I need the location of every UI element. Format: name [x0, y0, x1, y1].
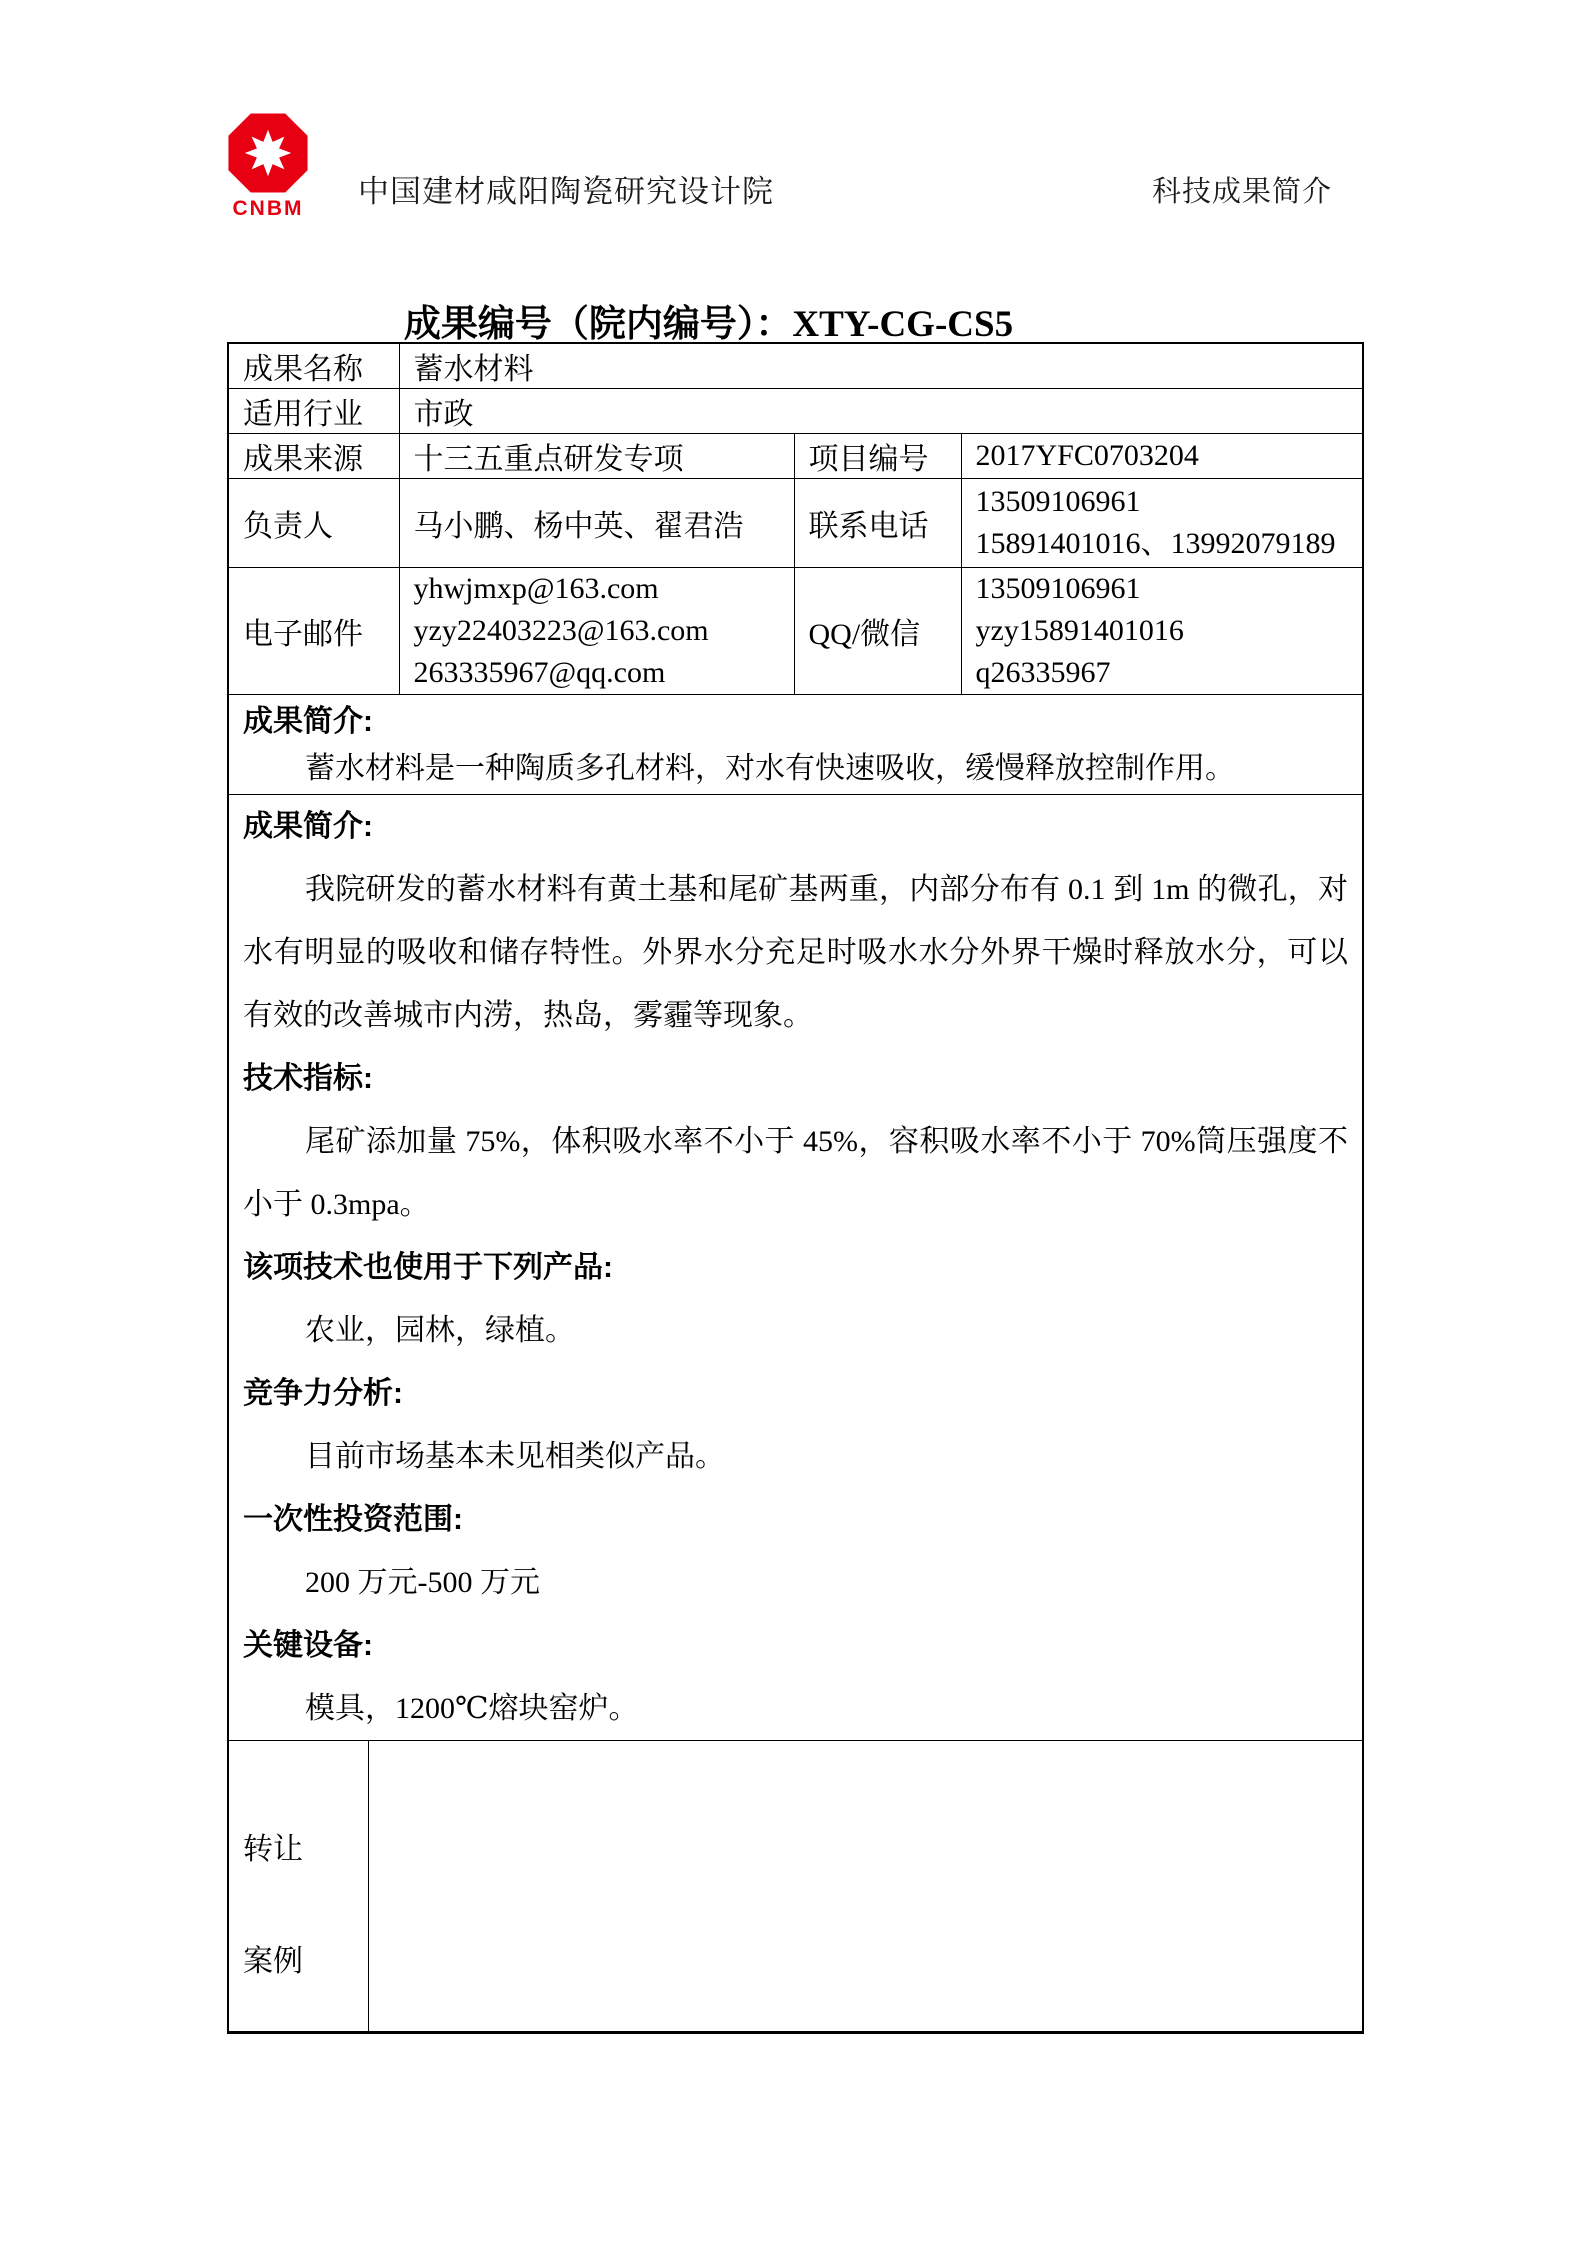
section-body-key-equipment: 模具，1200℃熔块窑炉。: [305, 1692, 639, 1725]
qq-line: q26335967: [975, 656, 1111, 689]
section-body-intro: 蓄水材料是一种陶质多孔材料，对水有快速吸收，缓慢释放控制作用。: [305, 751, 1235, 785]
label-email: 电子邮件: [228, 568, 399, 695]
table-row-email: [228, 568, 1363, 695]
section-body-tech-specs: 尾矿添加量 75%，体积吸水率不小于 45%，容积吸水率不小于 70%筒压强度不小于 0.3mpa。: [243, 1125, 1349, 1221]
details-cell: [228, 795, 1363, 1741]
section-heading-competitiveness: 竞争力分析:: [243, 1377, 403, 1410]
table-row-leader: [228, 479, 1363, 568]
section-heading-summary: 成果简介:: [243, 810, 373, 843]
section-body-other-products: 农业，园林，绿植。: [305, 1314, 575, 1347]
label-leader: 负责人: [228, 479, 399, 568]
value-email: [399, 568, 794, 695]
label-industry: 适用行业: [228, 389, 399, 434]
section-body-summary: 我院研发的蓄水材料有黄土基和尾矿基两重，内部分布有 0.1 到 1m 的微孔，对水有明显的吸收和储存特性。外界水分充足时吸水水分外界干燥时释放水分，可以有效的改善城市内涝，热岛，雾霾等现象。: [243, 873, 1349, 1032]
value-source: 十三五重点研发专项: [399, 434, 794, 479]
label-transfer-case: [228, 1741, 368, 2033]
transfer-label-line: 案例: [243, 1945, 303, 1978]
table-row-name: [228, 343, 1363, 389]
transfer-case-content: [368, 1741, 1363, 2033]
section-heading-tech-specs: 技术指标:: [243, 1062, 373, 1095]
phone-line: 15891401016、13992079189: [975, 527, 1336, 560]
label-source: 成果来源: [228, 434, 399, 479]
transfer-label-line: 转让: [243, 1833, 303, 1866]
cnbm-octagon-star-icon: [225, 110, 311, 196]
value-industry: 市政: [399, 389, 1363, 434]
qq-line: 13509106961: [975, 572, 1141, 605]
value-project-no: 2017YFC0703204: [961, 434, 1363, 479]
value-qq-wechat: [961, 568, 1363, 695]
table-row-transfer-case: [228, 1741, 1363, 2033]
section-heading-intro: 成果简介:: [243, 704, 373, 738]
label-phone: 联系电话: [794, 479, 961, 568]
info-table: [227, 342, 1364, 2034]
section-heading-other-products: 该项技术也使用于下列产品:: [243, 1251, 613, 1284]
org-name: 中国建材咸阳陶瓷研究设计院: [358, 174, 774, 209]
phone-line: 13509106961: [975, 485, 1141, 518]
label-result-name: 成果名称: [228, 343, 399, 389]
value-phone: [961, 479, 1363, 568]
value-leader: 马小鹏、杨中英、翟君浩: [399, 479, 794, 568]
doc-type-label: 科技成果简介: [1152, 176, 1333, 208]
table-row-source: [228, 434, 1363, 479]
cnbm-logo-text: CNBM: [232, 197, 304, 220]
table-row-details: [228, 795, 1363, 1741]
table-row-industry: [228, 389, 1363, 434]
qq-line: yzy15891401016: [975, 614, 1184, 647]
section-heading-investment: 一次性投资范围:: [243, 1503, 463, 1536]
value-result-name: 蓄水材料: [399, 343, 1363, 389]
intro-cell: [228, 695, 1363, 795]
section-heading-key-equipment: 关键设备:: [243, 1629, 373, 1662]
section-body-competitiveness: 目前市场基本未见相类似产品。: [305, 1440, 725, 1473]
page-title: 成果编号（院内编号）：XTY-CG-CS5: [403, 304, 1014, 345]
email-line: 263335967@qq.com: [413, 656, 666, 689]
email-line: yhwjmxp@163.com: [413, 572, 659, 605]
section-body-investment: 200 万元-500 万元: [305, 1566, 540, 1599]
cnbm-logo: [216, 110, 320, 221]
email-line: yzy22403223@163.com: [413, 614, 709, 647]
label-project-no: 项目编号: [794, 434, 961, 479]
table-row-intro: [228, 695, 1363, 795]
label-qq-wechat: QQ/微信: [794, 568, 961, 695]
